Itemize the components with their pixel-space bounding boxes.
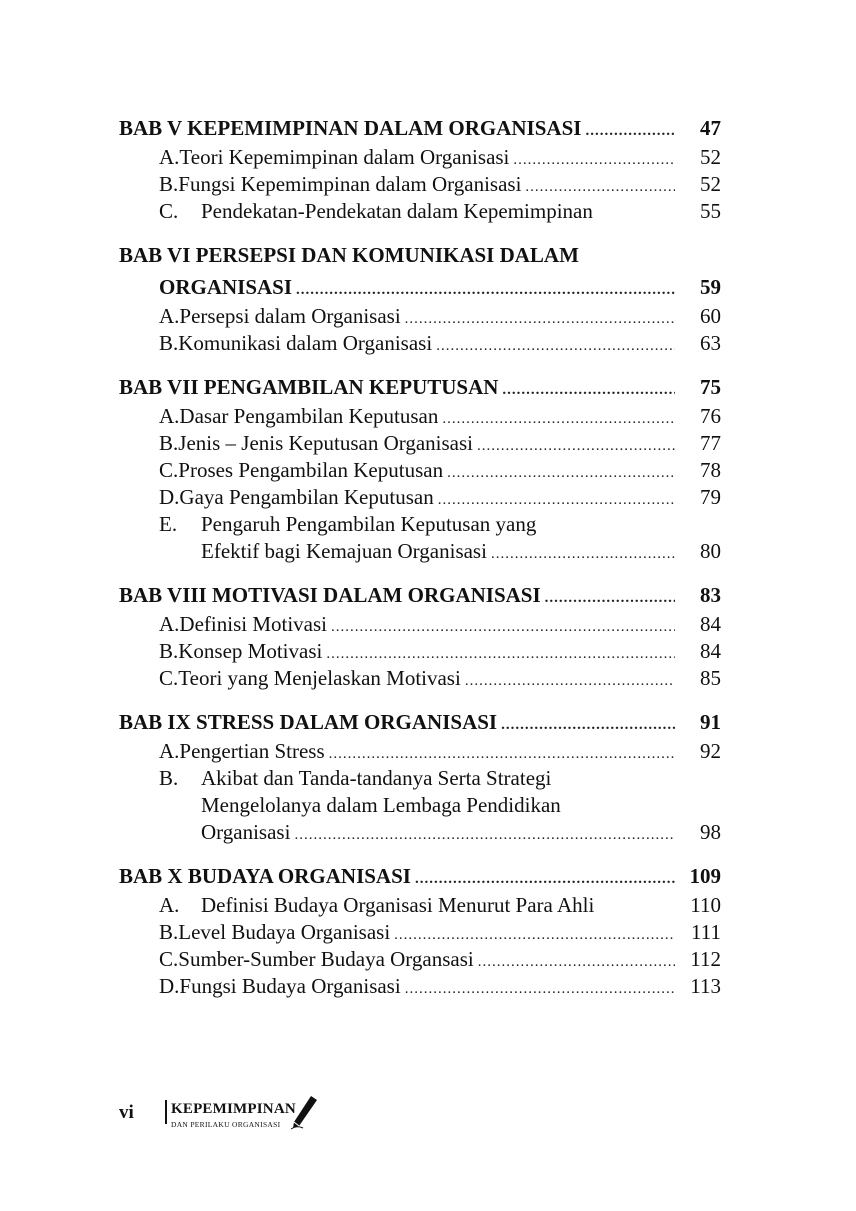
chapter-title-line: [119, 239, 721, 271]
dot-leader: [415, 863, 675, 895]
dot-leader: [501, 709, 675, 741]
chapter-page-number: 75: [700, 375, 721, 399]
section-page-number: 85: [700, 666, 721, 690]
page-number: vi: [119, 1102, 134, 1123]
section-letter: B.: [159, 172, 179, 196]
dot-leader: [585, 115, 675, 147]
dot-leader: [405, 306, 675, 333]
toc-chapter: [119, 112, 721, 225]
chapter-title-line: [119, 271, 721, 303]
dot-leader: [405, 976, 675, 1003]
toc-chapter: [119, 579, 721, 692]
section-page-number: 60: [700, 304, 721, 328]
section-letter: C.: [159, 947, 179, 971]
section-letter: B.: [159, 431, 179, 455]
dot-leader: [326, 641, 675, 668]
section-title: Komunikasi dalam Organisasi: [178, 331, 433, 355]
section-title: Sumber-Sumber Budaya Organsasi: [178, 947, 474, 971]
section-title: Pendekatan-Pendekatan dalam Kepemimpinan: [201, 199, 593, 223]
section-title: Definisi Motivasi: [179, 612, 327, 636]
section-title: Level Budaya Organisasi: [178, 920, 391, 944]
section-letter: C.: [159, 199, 179, 223]
toc-section: [119, 430, 721, 457]
toc-section: [119, 457, 721, 484]
section-page-number: 52: [700, 172, 721, 196]
chapter-title: BAB IX STRESS DALAM ORGANISASI: [119, 710, 498, 734]
chapter-title: BAB VI PERSEPSI DAN KOMUNIKASI DALAM: [119, 243, 579, 267]
section-page-number: 98: [700, 820, 721, 844]
logo-subtitle: DAN PERILAKU ORGANISASI: [171, 1120, 281, 1129]
toc-section: [119, 198, 721, 225]
section-title: Persepsi dalam Organisasi: [179, 304, 401, 328]
logo-title: KEPEMIMPINAN: [171, 1101, 296, 1117]
chapter-page-number: 47: [700, 116, 721, 140]
toc-section: [119, 303, 721, 330]
section-page-number: 77: [700, 431, 721, 455]
dot-leader: [294, 822, 675, 849]
section-letter: C.: [159, 458, 179, 482]
section-letter: A.: [159, 612, 180, 636]
section-page-number: 110: [690, 893, 721, 917]
toc-section: [119, 819, 721, 846]
section-title: Teori yang Menjelaskan Motivasi: [178, 666, 461, 690]
toc-section: [119, 892, 721, 919]
section-letter: A.: [159, 145, 180, 169]
chapter-page-number: 83: [700, 583, 721, 607]
toc-section: [119, 611, 721, 638]
section-page-number: 92: [700, 739, 721, 763]
section-letter: A.: [159, 893, 180, 917]
dot-leader: [442, 406, 675, 433]
section-title: Mengelolanya dalam Lembaga Pendidikan: [201, 793, 561, 817]
section-page-number: 63: [700, 331, 721, 355]
toc-section: [119, 171, 721, 198]
chapter-page-number: 109: [689, 864, 721, 888]
section-title: Pengertian Stress: [179, 739, 325, 763]
dot-leader: [447, 460, 675, 487]
logo-bar: [165, 1100, 167, 1124]
dot-leader: [491, 541, 675, 568]
chapter-page-number: 59: [700, 275, 721, 299]
section-page-number: 84: [700, 639, 721, 663]
section-title: Definisi Budaya Organisasi Menurut Para Ahli: [201, 893, 595, 917]
section-page-number: 113: [690, 974, 721, 998]
toc-section: [119, 738, 721, 765]
section-title: Pengaruh Pengambilan Keputusan yang: [201, 512, 537, 536]
toc-section: [119, 973, 721, 1000]
toc-section: [119, 484, 721, 511]
dot-leader: [545, 582, 675, 614]
section-title: Organisasi: [201, 820, 291, 844]
section-letter: C.: [159, 666, 179, 690]
section-title: Dasar Pengambilan Keputusan: [179, 404, 439, 428]
section-letter: D.: [159, 974, 180, 998]
section-title: Fungsi Kepemimpinan dalam Organisasi: [178, 172, 522, 196]
chapter-title-line: [119, 112, 721, 144]
section-title: Akibat dan Tanda-tandanya Serta Strategi: [201, 766, 552, 790]
section-letter: D.: [159, 485, 180, 509]
section-page-number: 55: [700, 199, 721, 223]
toc-section: [119, 765, 721, 792]
section-page-number: 52: [700, 145, 721, 169]
dot-leader: [296, 274, 675, 306]
chapter-title: BAB VII PENGAMBILAN KEPUTUSAN: [119, 375, 499, 399]
toc-section: [119, 403, 721, 430]
chapter-page-number: 91: [700, 710, 721, 734]
toc-chapter: [119, 371, 721, 565]
dot-leader: [478, 949, 675, 976]
toc-section: [119, 144, 721, 171]
dot-leader: [502, 374, 675, 406]
toc-section: [119, 511, 721, 538]
table-of-contents: [119, 112, 721, 1014]
section-letter: B.: [159, 766, 179, 790]
dot-leader: [477, 433, 675, 460]
section-title: Gaya Pengambilan Keputusan: [179, 485, 434, 509]
chapter-title-line: [119, 579, 721, 611]
section-title: Konsep Motivasi: [178, 639, 323, 663]
section-letter: E.: [159, 512, 178, 536]
section-page-number: 84: [700, 612, 721, 636]
section-title: Jenis – Jenis Keputusan Organisasi: [178, 431, 474, 455]
dot-leader: [394, 922, 675, 949]
dot-leader: [465, 668, 675, 695]
dot-leader: [329, 741, 675, 768]
dot-leader: [331, 614, 675, 641]
section-page-number: 78: [700, 458, 721, 482]
toc-section: [119, 946, 721, 973]
toc-chapter: [119, 860, 721, 1000]
dot-leader: [525, 174, 675, 201]
toc-section: [119, 665, 721, 692]
dot-leader: [436, 333, 675, 360]
section-page-number: 76: [700, 404, 721, 428]
toc-section: [119, 330, 721, 357]
toc-section: [119, 792, 721, 819]
section-title: Proses Pengambilan Keputusan: [178, 458, 444, 482]
section-page-number: 111: [691, 920, 721, 944]
chapter-title: BAB X BUDAYA ORGANISASI: [119, 864, 411, 888]
section-letter: A.: [159, 739, 180, 763]
toc-section: [119, 538, 721, 565]
chapter-title: ORGANISASI: [159, 275, 293, 299]
section-title: Teori Kepemimpinan dalam Organisasi: [179, 145, 510, 169]
toc-section: [119, 919, 721, 946]
book-logo: [165, 1098, 325, 1138]
toc-section: [119, 638, 721, 665]
chapter-title-line: [119, 860, 721, 892]
toc-chapter: [119, 706, 721, 846]
chapter-title-line: [119, 371, 721, 403]
toc-chapter: [119, 239, 721, 357]
dot-leader: [438, 487, 675, 514]
section-page-number: 79: [700, 485, 721, 509]
pen-icon: [289, 1094, 319, 1130]
section-page-number: 112: [690, 947, 721, 971]
chapter-title: BAB VIII MOTIVASI DALAM ORGANISASI: [119, 583, 541, 607]
dot-leader: [513, 147, 675, 174]
chapter-title: BAB V KEPEMIMPINAN DALAM ORGANISASI: [119, 116, 582, 140]
section-letter: A.: [159, 304, 180, 328]
section-letter: A.: [159, 404, 180, 428]
chapter-title-line: [119, 706, 721, 738]
section-page-number: 80: [700, 539, 721, 563]
section-title: Efektif bagi Kemajuan Organisasi: [201, 539, 487, 563]
section-letter: B.: [159, 639, 179, 663]
section-letter: B.: [159, 331, 179, 355]
section-letter: B.: [159, 920, 179, 944]
section-title: Fungsi Budaya Organisasi: [179, 974, 401, 998]
